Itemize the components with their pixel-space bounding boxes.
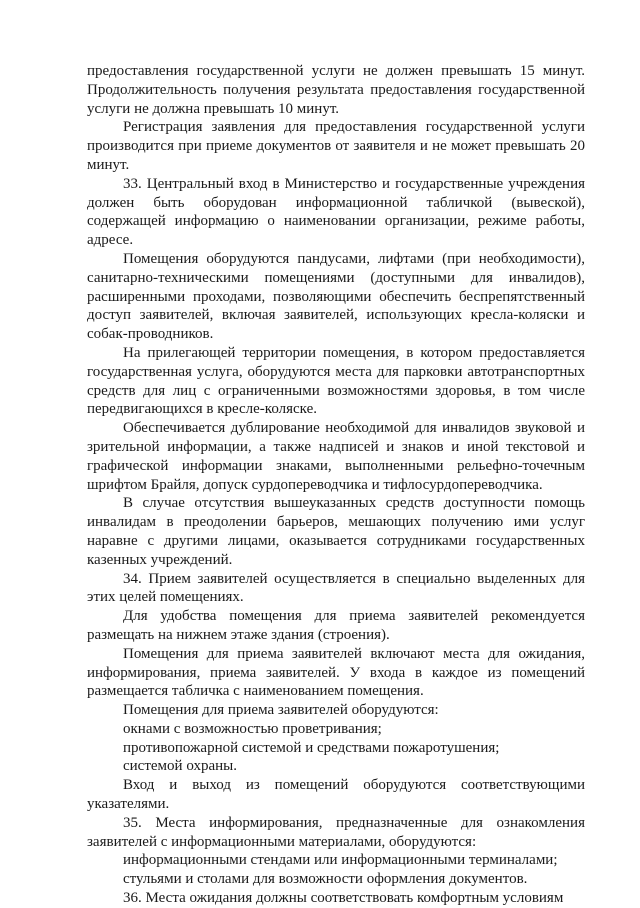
paragraph: На прилегающей территории помещения, в котором предоставляется государственная услуга, оборудуются места для парковки автотранспортных средств для лиц с ограниченными возможностями здоровья, в том числе передвигающихся в кресле-коляске. [87, 344, 585, 418]
paragraph: Обеспечивается дублирование необходимой для инвалидов звуковой и зрительной информации, а также надписей и знаков и иной текстовой и графической информации знаками, выполненными рельефно-точечным шрифтом Брайля, допуск сурдопереводчика и тифлосурдопереводчика. [87, 420, 585, 493]
paragraph: 33. Центральный вход в Министерство и государственные учреждения должен быть оборудован информационной табличкой (вывеской), содержащей информацию о наименовании организации, режиме работы, адресе. [87, 175, 585, 249]
paragraph: В случае отсутствия вышеуказанных средств доступности помощь инвалидам в преодолении барьеров, мешающих получению ими услуг наравне с другими лицами, оказывается сотрудниками государственных казенных учреждений. [87, 495, 585, 568]
document-body [87, 62, 585, 908]
list-item: противопожарной системой и средствами пожаротушения; [123, 739, 500, 756]
paragraph: предоставления государственной услуги не должен превышать 15 минут. Продолжительность получения результата предоставления государственной услуги не должна превышать 10 минут. [87, 63, 585, 117]
paragraph: Регистрация заявления для предоставления государственной услуги производится при приеме документов от заявителя и не может превышать 20 минут. [87, 119, 585, 173]
list-item: информационными стендами или информационными терминалами; [123, 852, 558, 869]
paragraph: Помещения для приема заявителей включают места для ожидания, информирования, приема заявителей. У входа в каждое из помещений размещается табличка с наименованием помещения. [87, 645, 585, 700]
paragraph: 34. Прием заявителей осуществляется в специально выделенных для этих целей помещениях. [87, 570, 585, 606]
list-item: стульями и столами для возможности оформления документов. [123, 871, 528, 888]
paragraph: Для удобства помещения для приема заявителей рекомендуется размещать на нижнем этаже здания (строения). [87, 608, 585, 643]
paragraph: 35. Места информирования, предназначенные для ознакомления заявителей с информационными материалами, оборудуются: [87, 814, 585, 850]
list-item: окнами с возможностью проветривания; [123, 720, 382, 737]
list-item: Помещения для приема заявителей оборудуются: [123, 702, 439, 719]
paragraph: 36. Места ожидания должны соответствовать комфортным условиям [123, 890, 564, 907]
list-item: системой охраны. [123, 758, 237, 775]
paragraph: Помещения оборудуются пандусами, лифтами (при необходимости), санитарно-техническими помещениями (доступными для инвалидов), расширенными проходами, позволяющими обеспечить беспрепятственный доступ заявителей, включая заявителей, использующих кресла-коляски и собак-проводников. [87, 250, 585, 343]
paragraph: Вход и выход из помещений оборудуются соответствующими указателями. [87, 777, 585, 813]
